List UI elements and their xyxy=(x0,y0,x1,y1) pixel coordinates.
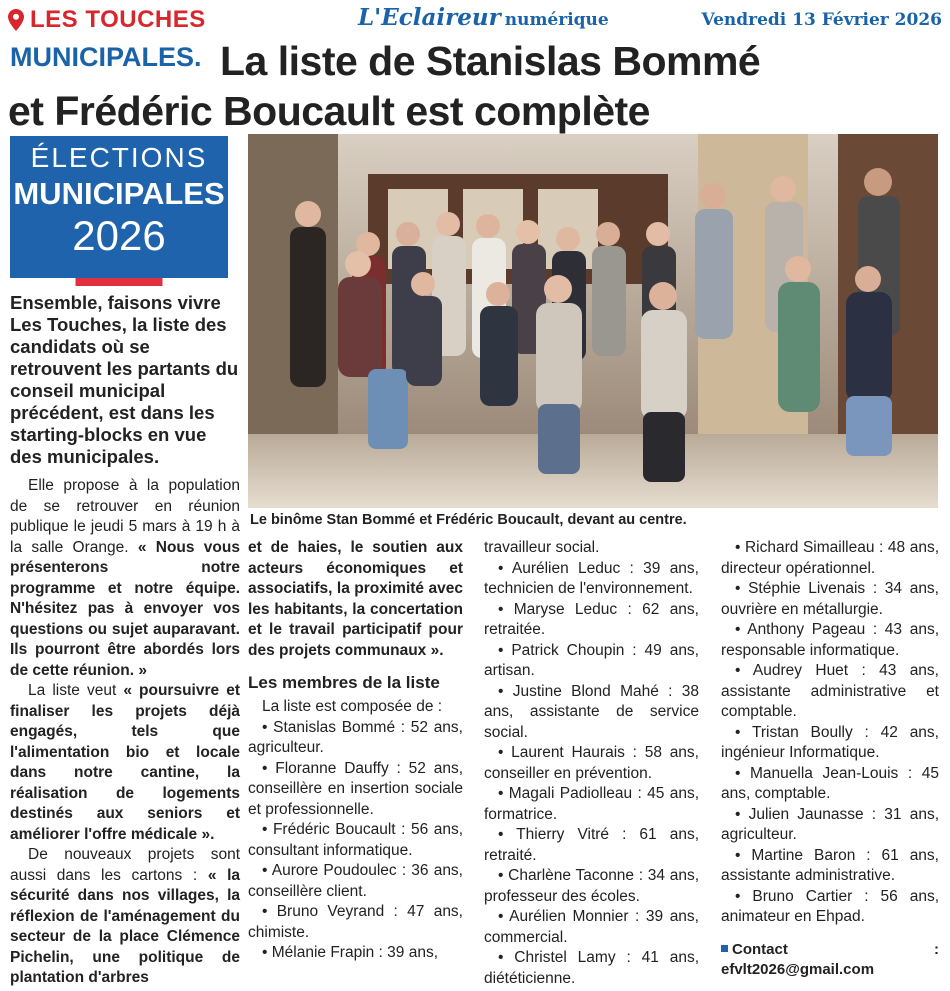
paragraph xyxy=(10,845,240,989)
paragraph xyxy=(248,538,463,661)
list-item: • Frédéric Boucault : 56 ans, consultant informatique. xyxy=(248,821,463,859)
list-item: • Richard Simailleau : 48 ans, directeur opérationnel. xyxy=(721,539,939,577)
section-kicker xyxy=(8,6,206,38)
newspaper-brand xyxy=(358,4,609,31)
list-item: • Floranne Dauffy : 52 ans, conseillère en insertion sociale et professionnelle. xyxy=(248,759,463,818)
quote: « Nous vous présenterons notre programme et notre équipe. N'hésitez pas à envoyer vos questions ou sujet auparavant. Ils pourront être abordés lors de cette réunion. » xyxy=(10,538,240,679)
list-item: • Mélanie Frapin : 39 ans, xyxy=(262,944,439,961)
article-column-3 xyxy=(484,538,699,989)
list-item: • Aurore Poudoulec : 36 ans, conseillère client. xyxy=(248,862,463,900)
list-item: • Magali Padiolleau : 45 ans, formatrice. xyxy=(484,785,699,823)
brand-name: L'Eclaireur xyxy=(358,4,501,31)
list-item: • Martine Baron : 61 ans, assistante administrative. xyxy=(721,846,939,884)
elections-badge xyxy=(10,136,228,286)
list-lead: La liste est composée de : xyxy=(262,698,443,715)
contact-line xyxy=(721,940,939,980)
paragraph xyxy=(10,476,240,681)
headline-line1: La liste de Stanislas Bommé xyxy=(220,38,761,84)
list-item: • Stéphie Livenais : 34 ans, ouvrière en métallurgie. xyxy=(721,580,939,618)
list-item: • Tristan Boully : 42 ans, ingénieur Informatique. xyxy=(721,723,939,761)
group-photo xyxy=(248,134,938,508)
text: La liste veut xyxy=(28,682,124,699)
article-intro: Ensemble, faisons vivre Les Touches, la liste des candidats où se retrouvent les partants du conseil municipal précédent, est dans les starting-blocks en vue des municipales. xyxy=(10,292,239,467)
publication-date: Vendredi 13 Février 2026 xyxy=(701,10,942,30)
quote: « poursuivre et finaliser les projets déjà engagés, tels que l'alimentation bio et locale dans notre cantine, la réalisation de logements destinés aux seniors et améliorer l'offre médicale ». xyxy=(10,682,240,843)
group-photo-illustration xyxy=(248,134,938,508)
headline-line2: et Frédéric Boucault est complète xyxy=(8,88,650,134)
list-item: • Patrick Choupin : 49 ans, artisan. xyxy=(484,641,699,679)
quote: « la sécurité dans nos villages, la réflexion de l'aménagement du secteur de la place Clémence Pichelin, une politique de plantation d'arbres xyxy=(10,866,240,986)
list-item: • Thierry Vitré : 61 ans, retraité. xyxy=(484,826,699,864)
contact-email[interactable]: Contact : efvlt2026@gmail.com xyxy=(721,940,939,978)
list-item: • Laurent Haurais : 58 ans, conseiller en prévention. xyxy=(484,744,699,782)
tricolor-stripe xyxy=(10,278,228,286)
list-item: • Bruno Cartier : 56 ans, animateur en Ehpad. xyxy=(721,887,939,925)
bullet-square-icon xyxy=(721,945,728,952)
list-item: • Christel Lamy : 41 ans, diététicienne. xyxy=(484,949,699,987)
kicker-line2: MUNICIPALES. xyxy=(10,42,202,72)
list-item: • Audrey Huet : 43 ans, assistante administrative et comptable. xyxy=(721,662,939,720)
list-item: • Charlène Taconne : 34 ans, professeur des écoles. xyxy=(484,867,699,905)
photo-caption: Le binôme Stan Bommé et Frédéric Boucault, devant au centre. xyxy=(250,512,687,528)
badge-line2: MUNICIPALES xyxy=(13,176,225,211)
badge-line1: ÉLECTIONS xyxy=(30,142,208,173)
text: Elle propose à la population de se retrouver en réunion publique le jeudi 5 mars à 19 h à la salle Orange. xyxy=(10,477,240,556)
quote: et de haies, le soutien aux acteurs économiques et associatifs, la proximité avec les habitants, la concertation et le travail participatif pour des projets communaux ». xyxy=(248,539,463,659)
list-item: travailleur social. xyxy=(484,539,600,556)
article-column-2 xyxy=(248,538,463,964)
location-pin-icon xyxy=(8,9,24,38)
list-item: • Stanislas Bommé : 52 ans, agriculteur. xyxy=(248,718,463,756)
list-item: • Maryse Leduc : 62 ans, retraitée. xyxy=(484,600,699,638)
paragraph xyxy=(10,681,240,845)
list-item: • Aurélien Leduc : 39 ans, technicien de l'environnement. xyxy=(484,559,699,597)
text: De nouveaux projets sont aussi dans les cartons : xyxy=(10,846,240,884)
list-item: • Manuella Jean-Louis : 45 ans, comptable. xyxy=(721,764,939,802)
brand-suffix: numérique xyxy=(504,10,609,30)
article-column-1 xyxy=(10,476,240,989)
list-item: • Justine Blond Mahé : 38 ans, assistante de service social. xyxy=(484,682,699,741)
list-item: • Bruno Veyrand : 47 ans, chimiste. xyxy=(248,903,463,941)
list-item: • Aurélien Monnier : 39 ans, commercial. xyxy=(484,908,699,946)
subheading: Les membres de la liste xyxy=(248,673,440,692)
list-item: • Anthony Pageau : 43 ans, responsable informatique. xyxy=(721,621,939,659)
kicker-line1: LES TOUCHES xyxy=(30,6,206,33)
badge-year: 2026 xyxy=(72,212,166,259)
list-item: • Julien Jaunasse : 31 ans, agriculteur. xyxy=(721,805,939,843)
article-column-4 xyxy=(721,538,939,980)
